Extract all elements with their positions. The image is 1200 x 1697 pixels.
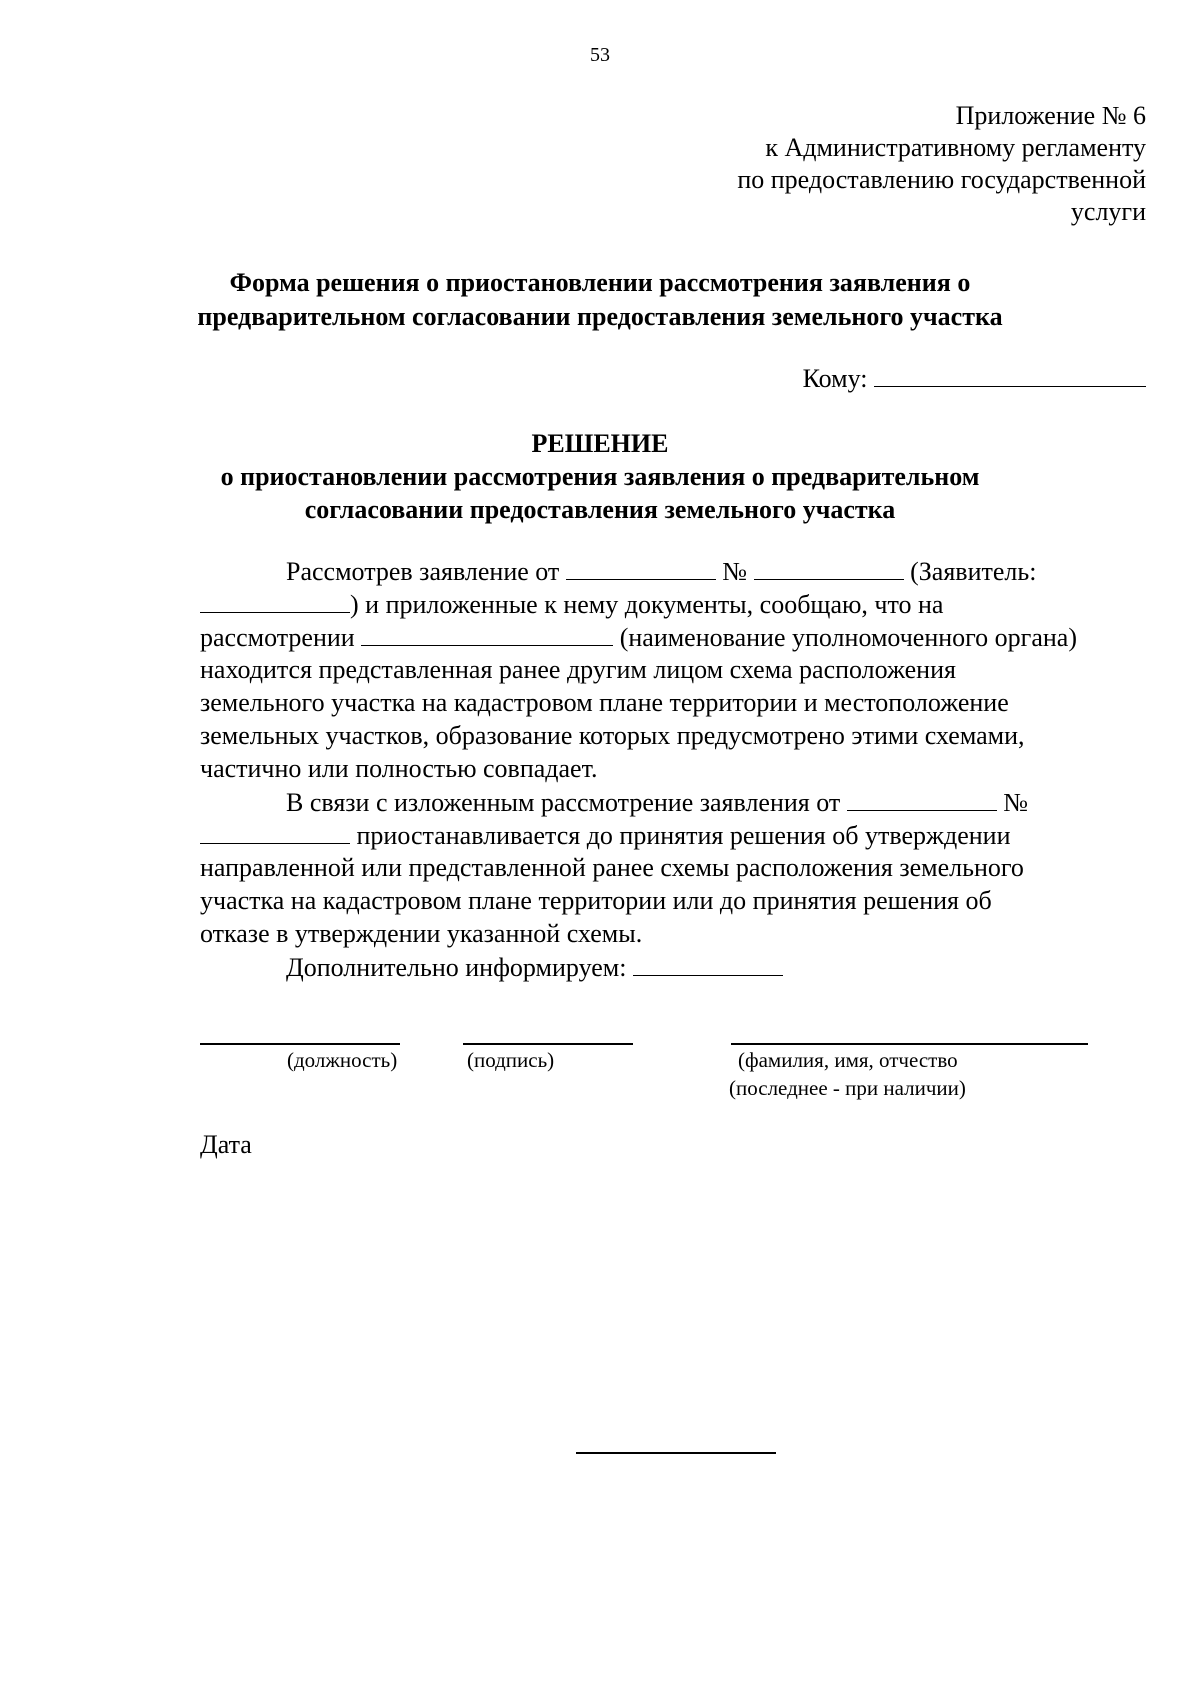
applicant-blank[interactable] — [200, 588, 350, 613]
body-text: рассмотрении — [200, 623, 355, 652]
body-text: № — [722, 557, 748, 586]
appendix-line-2: к Административному регламенту — [765, 133, 1146, 162]
recipient-blank[interactable] — [874, 362, 1146, 387]
page-number: 53 — [590, 44, 610, 66]
date-label: Дата — [200, 1130, 252, 1159]
body-text: (Заявитель: — [910, 557, 1037, 586]
body-text: Рассмотрев заявление от — [286, 557, 560, 586]
body-line: находится представленная ранее другим лицом схема расположения — [200, 655, 956, 684]
decision-title — [150, 427, 1050, 526]
position-line[interactable] — [200, 1043, 400, 1045]
appendix-line-4: услуги — [1070, 197, 1146, 226]
body-line: земельного участка на кадастровом плане территории и местоположение — [200, 688, 1009, 717]
body-text: № — [1003, 788, 1029, 817]
body-line: отказе в утверждении указанной схемы. — [200, 919, 643, 948]
body-text: (наименование уполномоченного органа) — [619, 623, 1078, 652]
application-date-blank[interactable] — [566, 555, 716, 580]
appendix-note — [737, 100, 1146, 228]
body-line — [200, 621, 1077, 654]
authority-blank[interactable] — [361, 621, 613, 646]
body-line: участка на кадастровом плане территории или до принятия решения об — [200, 886, 992, 915]
body-line: направленной или представленной ранее схемы расположения земельного — [200, 853, 1024, 882]
body-text: ) и приложенные к нему документы, сообщаю, что на — [350, 590, 944, 619]
bottom-divider — [576, 1452, 776, 1454]
appendix-line-1: Приложение № 6 — [955, 101, 1146, 130]
body-line — [286, 951, 783, 984]
full-name-line[interactable] — [731, 1043, 1088, 1045]
full-name-caption-1: (фамилия, имя, отчество — [738, 1048, 958, 1072]
form-title-line-1: Форма решения о приостановлении рассмотрения заявления о — [229, 268, 971, 297]
suspension-number-blank[interactable] — [200, 819, 350, 844]
recipient-line — [803, 362, 1146, 395]
recipient-label: Кому: — [802, 364, 868, 393]
body-text: Дополнительно информируем: — [286, 953, 627, 982]
body-line — [200, 588, 943, 621]
additional-info-blank[interactable] — [633, 951, 783, 976]
form-title-line-2: предварительном согласовании предоставления земельного участка — [197, 302, 1003, 331]
decision-heading: РЕШЕНИЕ — [531, 429, 669, 458]
appendix-line-3: по предоставлению государственной — [737, 165, 1146, 194]
body-line: земельных участков, образование которых предусмотрено этими схемами, — [200, 721, 1025, 750]
decision-subtitle-2: согласовании предоставления земельного участка — [304, 495, 896, 524]
body-line: частично или полностью совпадает. — [200, 754, 598, 783]
body-line — [286, 786, 1028, 819]
body-text: приостанавливается до принятия решения об утверждении — [356, 821, 1011, 850]
body-line — [200, 819, 1011, 852]
signature-caption: (подпись) — [467, 1048, 555, 1072]
signature-line[interactable] — [463, 1043, 633, 1045]
decision-subtitle-1: о приостановлении рассмотрения заявления о предварительном — [220, 462, 980, 491]
application-number-blank[interactable] — [754, 555, 904, 580]
suspension-date-blank[interactable] — [847, 786, 997, 811]
full-name-caption-2: (последнее - при наличии) — [729, 1076, 966, 1100]
form-title — [150, 266, 1050, 334]
position-caption: (должность) — [287, 1048, 398, 1072]
body-text: В связи с изложенным рассмотрение заявления от — [286, 788, 841, 817]
body-line — [286, 555, 1036, 588]
